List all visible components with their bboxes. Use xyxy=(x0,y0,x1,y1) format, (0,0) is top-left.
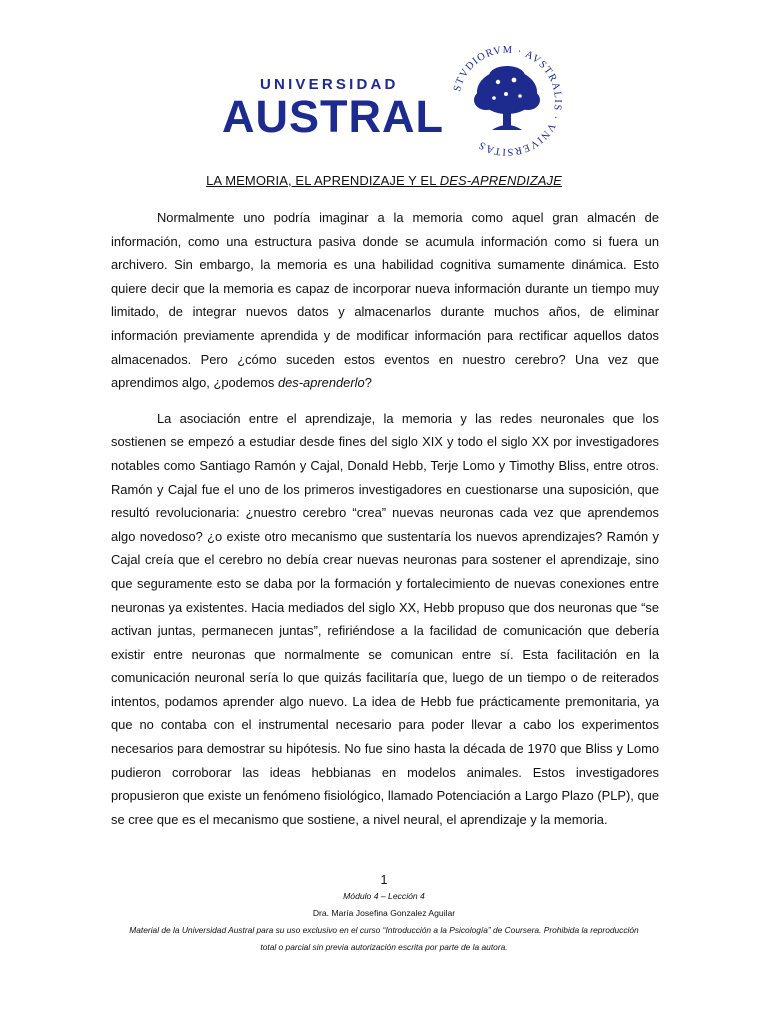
paragraph-1-text: Normalmente uno podría imaginar a la memoria como aquel gran almacén de información, como una estructura pasiva donde se acumula información como si fuera un archivero. Sin embargo, la memoria es una habilidad cognitiva sumamente dinámica. Esto quiere decir que la memoria es capaz de incorporar nueva información durante un tiempo muy limitado, de integrar nuevos datos y almacenarlos durante muchos años, de eliminar información previamente aprendida y de modificar información para rectificar aquellos datos almacenados. Pero ¿cómo suceden estos eventos en nuestro cerebro? Una vez que aprendimos algo, ¿podemos xyxy=(111,210,659,391)
document-footer xyxy=(0,872,768,956)
document-body xyxy=(111,206,659,843)
document-header xyxy=(0,0,768,170)
footer-copyright-note: Material de la Universidad Austral para su uso exclusivo en el curso “Introducción a la Psicología” de Coursera. Prohibida la reproducción total o parcial sin previa autorización escrita por parte de la autora. xyxy=(129,925,639,952)
footer-author: Dra. María Josefina Gonzalez Aguilar xyxy=(312,908,456,918)
paragraph-1-end: ? xyxy=(364,375,372,391)
university-seal-icon xyxy=(448,42,566,160)
paragraph-1 xyxy=(111,206,659,395)
paragraph-2: La asociación entre el aprendizaje, la memoria y las redes neuronales que los sostienen se empezó a estudiar desde fines del siglo XIX y todo el siglo XX por investigadores notables como Santiago Ramón y Cajal, Donald Hebb, Terje Lomo y Timothy Bliss, entre otros. Ramón y Cajal fue el uno de los primeros investigadores en cuestionarse una suposición, que resultó revolucionaria: ¿nuestro cerebro “crea” nuevas neuronas cada vez que aprendemos algo novedoso? ¿o existe otro mecanismo que sustentaría los nuevos aprendizajes? Ramón y Cajal creía que el cerebro no debía crear nuevas neuronas para sostener el aprendizaje, sino que seguramente esto se daba por la formación y fortalecimiento de nuevas conexiones entre neuronas ya existentes. Hacia mediados del siglo XX, Hebb propuso que dos neuronas que “se activan juntas, permanecen juntas”, refiriéndose a la facilidad de comunicación que debería existir entre neuronas que normalmente se comunican entre sí. Esta facilitación en la comunicación neuronal sería lo que quizás facilitaría que, luego de un tiempo o de reiterados intentos, podamos aprender algo nuevo. La idea de Hebb fue prácticamente premonitaria, ya que no contaba con el instrumental necesario para poder llevar a cabo los experimentos necesarios para demostrar su hipótesis. No fue sino hasta la década de 1970 que Bliss y Lomo pudieron corroborar las ideas hebbianas en modelos animales. Estos investigadores propusieron que existe un fenómeno fisiológico, llamado Potenciación a Largo Plazo (PLP), que se cree que es el mecanismo que sostiene, a nivel neural, el aprendizaje y la memoria. xyxy=(111,410,659,827)
document-title xyxy=(0,173,768,188)
paragraph-1-italic: des-aprenderlo xyxy=(277,375,365,391)
logo-big-text: AUSTRAL xyxy=(222,91,444,142)
seal-text: STVDIORVM · AVSTRALIS · VNIVERSITAS xyxy=(451,44,564,158)
university-logo-text xyxy=(222,76,442,140)
title-italic: DES-APRENDIZAJE xyxy=(439,173,562,188)
page-number: 1 xyxy=(380,873,388,887)
logo-small-text: UNIVERSIDAD xyxy=(260,76,399,93)
footer-module: Módulo 4 – Lección 4 xyxy=(343,891,425,901)
title-main: LA MEMORIA, EL APRENDIZAJE Y EL xyxy=(206,173,440,188)
